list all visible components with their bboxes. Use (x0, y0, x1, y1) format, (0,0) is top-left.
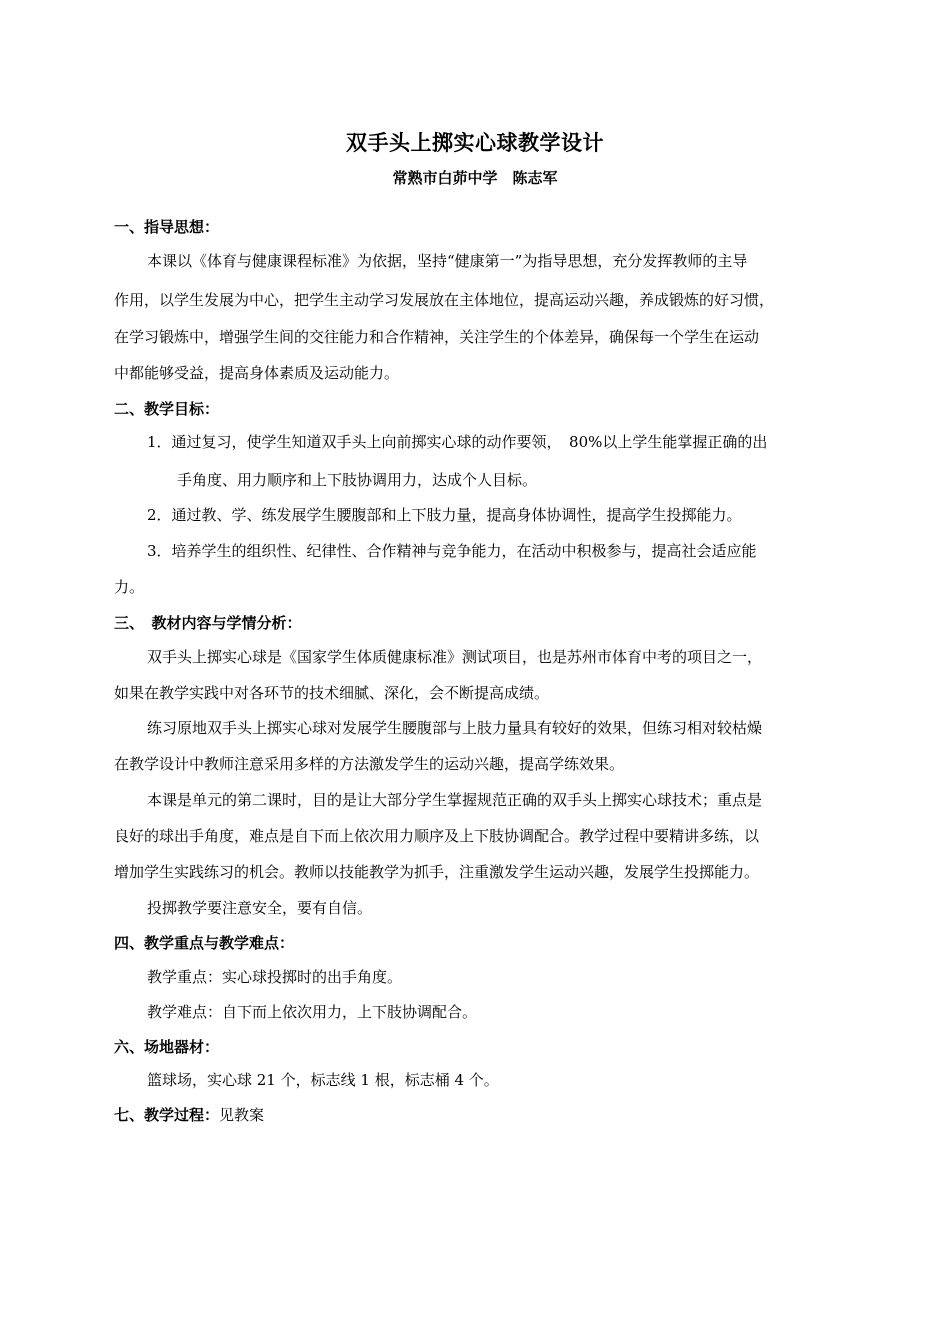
section-heading-guiding-thought: 一、指导思想： (114, 218, 220, 236)
section-heading-equipment: 六、场地器材： (114, 1038, 220, 1056)
paragraph-line: 在教学设计中教师注意采用多样的方法激发学生的运动兴趣，提高学练效果。 (114, 755, 625, 773)
author-line: 常熟市白茆中学 陈志军 (392, 169, 558, 187)
paragraph-line: 练习原地双手头上掷实心球对发展学生腰腹部与上肢力量具有较好的效果，但练习相对较枯燥 (147, 719, 763, 737)
paragraph-line: 良好的球出手角度，难点是自下而上依次用力顺序及上下肢协调配合。教学过程中要精讲多练，以 (114, 827, 760, 845)
paragraph-line: 投掷教学要注意安全，要有自信。 (147, 899, 373, 917)
section-heading-process: 七、教学过程： (114, 1106, 220, 1124)
paragraph-line: 在学习锻炼中，增强学生间的交往能力和合作精神，关注学生的个体差异，确保每一个学生在运动 (114, 328, 760, 346)
paragraph-line: 本课是单元的第二课时，目的是让大部分学生掌握规范正确的双手头上掷实心球技术；重点是 (147, 791, 763, 809)
objective-line: 2．通过教、学、练发展学生腰腹部和上下肢力量，提高身体协调性，提高学生投掷能力。 (147, 506, 742, 524)
paragraph-line: 如果在教学实践中对各环节的技术细腻、深化，会不断提高成绩。 (114, 684, 550, 702)
objective-line: 手角度、用力顺序和上下肢协调用力，达成个人目标。 (177, 471, 538, 489)
paragraph-line: 作用，以学生发展为中心，把学生主动学习发展放在主体地位，提高运动兴趣，养成锻炼的好习惯， (114, 291, 775, 309)
paragraph-line: 中都能够受益，提高身体素质及运动能力。 (114, 364, 400, 382)
section-heading-objectives: 二、教学目标： (114, 400, 220, 418)
difficulty-line: 教学难点：自下而上依次用力，上下肢协调配合。 (147, 1003, 478, 1021)
document-title: 双手头上掷实心球教学设计 (346, 130, 604, 155)
equipment-line: 篮球场，实心球 21 个，标志线 1 根，标志桶 4 个。 (147, 1071, 499, 1089)
process-line (114, 1104, 840, 1126)
objective-line: 力。 (114, 578, 145, 596)
section-heading-analysis: 三、 教材内容与学情分析： (114, 614, 302, 632)
key-point-line: 教学重点：实心球投掷时的出手角度。 (147, 968, 403, 986)
section-heading-key-points: 四、教学重点与教学难点： (114, 934, 295, 952)
objective-line: 3．培养学生的组织性、纪律性、合作精神与竞争能力，在活动中积极参与，提高社会适应能 (147, 542, 757, 560)
paragraph-line: 增加学生实践练习的机会。教师以技能教学为抓手，注重激发学生运动兴趣，发展学生投掷能力。 (114, 863, 760, 881)
paragraph-line: 双手头上掷实心球是《国家学生体质健康标准》测试项目，也是苏州市体育中考的项目之一， (147, 648, 763, 666)
paragraph-line: 本课以《体育与健康课程标准》为依据，坚持“健康第一”为指导思想，充分发挥教师的主导 (147, 252, 748, 270)
objective-line: 1．通过复习，使学生知道双手头上向前掷实心球的动作要领， 80%以上学生能掌握正确的出 (147, 433, 768, 451)
process-value: 见教案 (219, 1106, 265, 1124)
